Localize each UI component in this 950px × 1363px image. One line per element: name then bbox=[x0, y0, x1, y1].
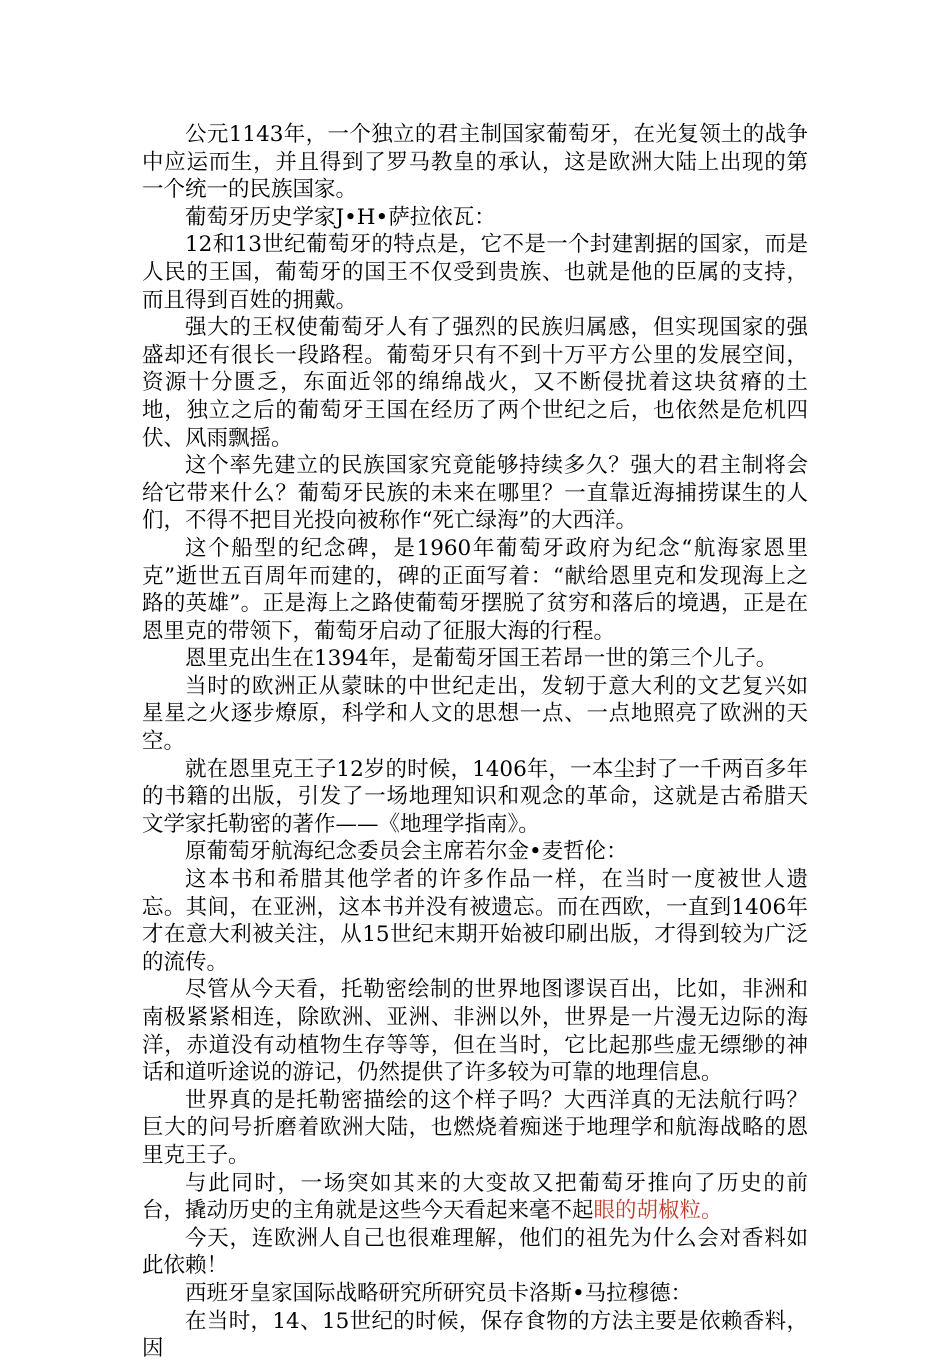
paragraph-henry-birth: 恩里克出生在1394年，是葡萄牙国王若昂一世的第三个儿子。 bbox=[185, 646, 778, 672]
paragraph-royal-power: 强大的王权使葡萄牙人有了强烈的民族归属感，但实现国家的强盛却还有很长一段路程。葡萄牙只有不到十万平方公里的发展空间，资源十分匮乏，东面近邻的绵绵战火，又不断侵扰着这块贫瘠的土地，独立之后的葡萄牙王国在经历了两个世纪之后，也依然是危机四伏、风雨飘摇。 bbox=[142, 315, 808, 451]
document-body bbox=[142, 121, 808, 1363]
paragraph-kingdom-of-people: 12和13世纪葡萄牙的特点是，它不是一个封建割据的国家，而是人民的王国，葡萄牙的国王不仅受到贵族、也就是他的臣属的支持，而且得到百姓的拥戴。 bbox=[142, 232, 808, 313]
paragraph-food-preservation: 在当时，14、15世纪的时候，保存食物的方法主要是依赖香料，因 bbox=[142, 1308, 808, 1362]
paragraph-ptolemy-map: 尽管从今天看，托勒密绘制的世界地图谬误百出，比如，非洲和南极紧紧相连，除欧洲、亚洲、非洲以外，世界是一片漫无边际的海洋，赤道没有动植物生存等等，但在当时，它比起那些虚无缥缈的神话和道听途说的游记，仍然提供了许多较为可靠的地理信息。 bbox=[142, 977, 808, 1086]
paragraph-book-forgotten: 这本书和希腊其他学者的许多作品一样，在当时一度被世人遗忘。其间，在亚洲，这本书并没有被遗忘。而在西欧，一直到1406年才在意大利被关注，从15世纪末期开始被印刷出版，才得到较为广泛的流传。 bbox=[142, 867, 808, 975]
paragraph-malamud-speaker: 西班牙皇家国际战略研究所研究员卡洛斯•马拉穆德： bbox=[185, 1280, 693, 1306]
paragraph-ptolemy-book: 就在恩里克王子12岁的时候，1406年，一本尘封了一千两百多年的书籍的出版，引发了一场地理知识和观念的革命，这就是古希腊天文学家托勒密的著作——《地理学指南》。 bbox=[142, 756, 808, 837]
paragraph-atlantic-question: 世界真的是托勒密描绘的这个样子吗？大西洋真的无法航行吗？巨大的问号折磨着欧洲大陆，也燃烧着痴迷于地理学和航海战略的恩里克王子。 bbox=[142, 1087, 808, 1168]
paragraph-monument: 这个船型的纪念碑，是1960年葡萄牙政府为纪念“航海家恩里克”逝世五百周年而建的，碑的正面写着：“献给恩里克和发现海上之路的英雄”。正是海上之路使葡萄牙摆脱了贫穷和落后的境遇，正是在恩里克的带领下，葡萄牙启动了征服大海的行程。 bbox=[142, 535, 808, 644]
paragraph-historian-saraiva: 葡萄牙历史学家J•H•萨拉依瓦： bbox=[185, 204, 496, 230]
paragraph-spice-dependence: 今天，连欧洲人自己也很难理解，他们的祖先为什么会对香料如此依赖！ bbox=[142, 1225, 808, 1279]
pepper-highlight: 眼的胡椒粒。 bbox=[593, 1198, 723, 1224]
paragraph-portugal-founding: 公元1143年，一个独立的君主制国家葡萄牙，在光复领土的战争中应运而生，并且得到了罗马教皇的承认，这是欧洲大陆上出现的第一个统一的民族国家。 bbox=[142, 122, 808, 203]
paragraph-pepper bbox=[142, 1170, 808, 1225]
paragraph-future-questions: 这个率先建立的民族国家究竟能够持续多久？强大的君主制将会给它带来什么？葡萄牙民族的未来在哪里？一直靠近海捕捞谋生的人们，不得不把目光投向被称作“死亡绿海”的大西洋。 bbox=[142, 453, 808, 534]
paragraph-magellan-speaker: 原葡萄牙航海纪念委员会主席若尔金•麦哲伦： bbox=[185, 839, 628, 865]
pepper-text: 与此同时，一场突如其来的大变故又把葡萄牙推向了历史的前台，撬动历史的主角就是这些今天看起来毫不起 bbox=[142, 1170, 808, 1224]
paragraph-renaissance: 当时的欧洲正从蒙昧的中世纪走出，发轫于意大利的文艺复兴如星星之火逐步燎原，科学和人文的思想一点、一点地照亮了欧洲的天空。 bbox=[142, 673, 808, 755]
